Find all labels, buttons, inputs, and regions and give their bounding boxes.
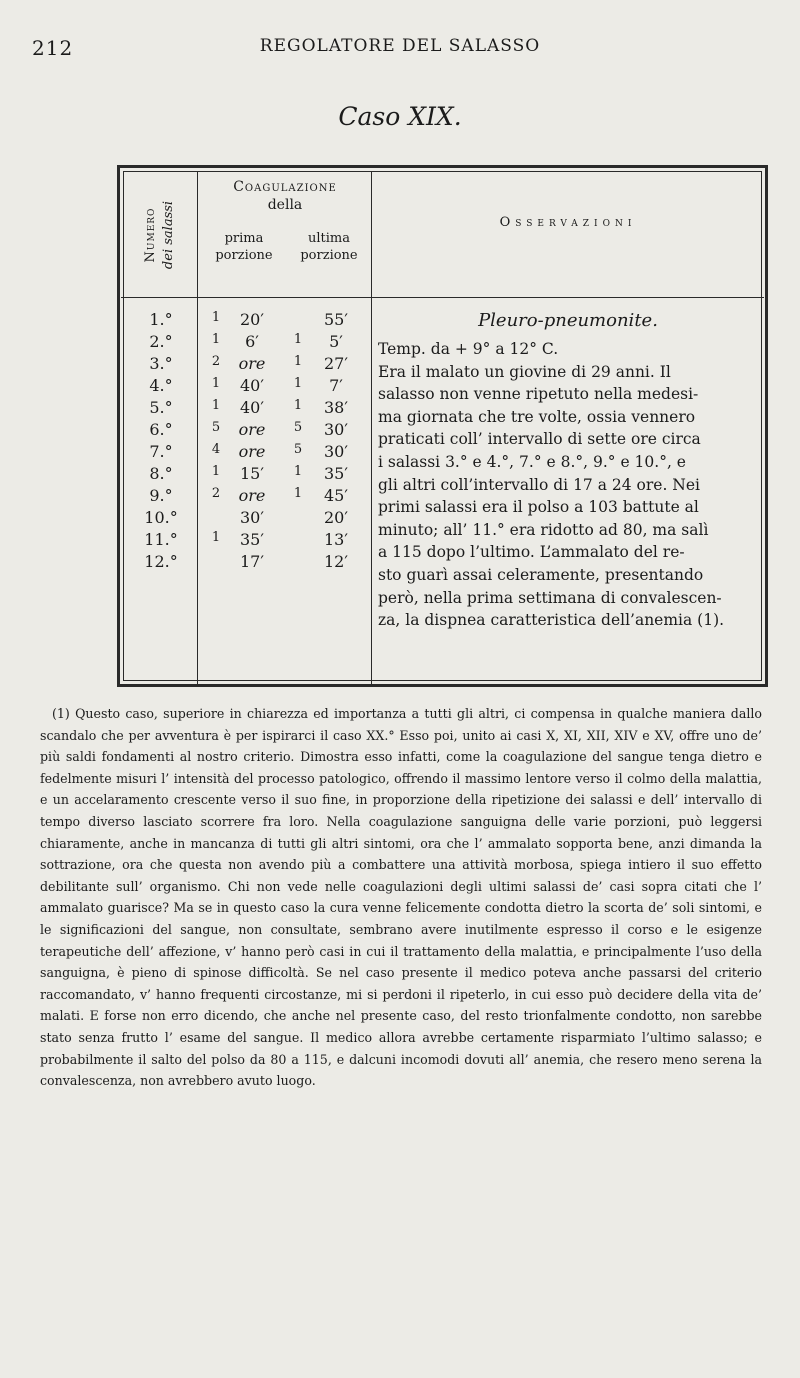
cell-u1: 1	[293, 376, 303, 391]
footnote-text: (1) Questo caso, superiore in chiarezza ed importanza a tutti gli altri, ci compensa in qualche maniera dallo scandalo che per avventura è per ispirarci il caso XX.° Esso poi, unito ai casi X, XI, XII, XIV e XV, offre uno de’ più saldi fondamenti al nostro criterio. Dimostra esso infatti, come la coagulazione del sangue tenga dietro e fedelmente misuri l’ intensità del processo patologico, offrendo il massimo lentore verso il colmo della malattia, e un accelaramento crescente verso il suo fine, in proporzione della ripetizione dei salassi e dell’ intervallo di tempo diverso lasciato scorrere fra loro. Nella coagulazione sanguigna delle varie porzioni, può leggersi chiaramente, anche in mancanza di tutti gli altri sintomi, ora che l’ ammalato sopporta bene, anzi dimanda la sottrazione, ora che questa non avendo più a combattere una attività morbosa, spiega intiero il suo effetto debilitante sull’ organismo. Chi non vede nelle coagulazioni degli ultimi salassi de’ casi sopra citati che l’ ammalato guarisce? Ma se in questo caso la cura venne felicemente condotta dietro la scorta de’ soli sintomi, e le significazioni del sangue, non consultate, sembrano avere inutilmente espresso il corso e le esigenze terapeutiche dell’ affezione, v’ hanno però casi in cui il trattamento della malattia, e principalmente l’uso della sanguigna, è pieno di spinose difficoltà. Se nel caso presente il medico poteva anche passarsi del criterio raccomandato, v’ hanno frequenti circostanze, mi si perdoni il ripeterlo, in cui esso può decidere della vita de’ malati. E forse non erro dicendo, che anche nel presente caso, del resto trionfalmente condotto, non sarebbe stato senza frutto l’ esame del sangue. Il medico allora avrebbe certamente risparmiato l’ultimo salasso; e probabilmente il salto del polso da 80 a 115, e dalcuni incomodi dovuti all’ anemia, che resero meno serena la convalescenza, non avrebbero avuto luogo.	[40, 706, 762, 1089]
observation-line: za, la dispnea caratteristica dell’anemia (1).	[378, 611, 725, 630]
header-prima-line1: prima	[224, 231, 264, 246]
cell-u1: 1	[293, 464, 303, 479]
cell-p1: 5	[211, 420, 221, 435]
header-numero-line2: dei salassi	[161, 200, 176, 269]
cell-u2: 30′	[324, 420, 348, 439]
header-prima-line2: porzione	[215, 248, 273, 263]
cell-n: 12.°	[144, 552, 178, 571]
cell-p2: 40′	[240, 398, 264, 417]
observation-line: primi salassi era il polso a 103 battute al	[378, 498, 699, 517]
observation-line: Era il malato un giovine di 29 anni. Il	[378, 362, 671, 381]
cell-p1: 1	[211, 530, 221, 545]
cell-u2: 45′	[324, 486, 348, 505]
cell-p1: 4	[211, 442, 221, 457]
cell-p1: 1	[211, 376, 221, 391]
header-coagulazione	[200, 178, 370, 214]
cell-p1: 2	[211, 486, 221, 501]
cell-u2: 38′	[324, 398, 348, 417]
header-numero	[124, 172, 196, 297]
cell-p2: ore	[238, 420, 266, 439]
page-header	[0, 36, 800, 66]
observation-line: gli altri coll’intervallo di 17 a 24 ore. Nei	[378, 475, 700, 494]
cell-p2: 40′	[240, 376, 264, 395]
cell-p2: 17′	[240, 552, 264, 571]
page-number: 212	[32, 36, 74, 60]
cell-n: 9.°	[149, 486, 173, 505]
observation-line: però, nella prima settimana di convalescen-	[378, 588, 722, 607]
header-numero-line1: Numero	[143, 207, 158, 262]
cell-u2: 27′	[324, 354, 348, 373]
observation-line: praticati coll’ intervallo di sette ore circa	[378, 430, 701, 449]
col-divider-obs	[371, 172, 372, 684]
cell-n: 4.°	[149, 376, 173, 395]
cell-p2: ore	[238, 354, 266, 373]
cell-p1: 1	[211, 398, 221, 413]
observation-line: i salassi 3.° e 4.°, 7.° e 8.°, 9.° e 10.°, e	[378, 452, 686, 471]
cell-u1: 1	[293, 332, 303, 347]
header-osservazioni: Osservazioni	[499, 215, 637, 230]
cell-p2: 6′	[245, 332, 259, 351]
cell-u2: 7′	[329, 376, 343, 395]
observation-line: ma giornata che tre volte, ossia vennero	[378, 407, 696, 426]
observation-line: minuto; all’ 11.° era ridotto ad 80, ma salì	[378, 520, 709, 539]
observation-line: Temp. da + 9° a 12° C.	[378, 340, 559, 358]
observation-line: salasso non venne ripetuto nella medesi-	[378, 385, 699, 404]
observation-line: sto guarì assai celeramente, presentando	[378, 565, 704, 584]
cell-u1: 1	[293, 354, 303, 369]
cell-p2: ore	[238, 442, 266, 461]
header-coag-title: Coagulazione	[233, 179, 337, 195]
cell-n: 2.°	[149, 332, 173, 351]
cell-n: 10.°	[144, 508, 178, 527]
cell-n: 5.°	[149, 398, 173, 417]
cell-p2: 15′	[240, 464, 264, 483]
cell-p2: ore	[238, 486, 266, 505]
cell-u2: 13′	[324, 530, 348, 549]
cell-u2: 35′	[324, 464, 348, 483]
case-title: Caso XIX.	[338, 102, 462, 131]
cell-u2: 30′	[324, 442, 348, 461]
cell-n: 7.°	[149, 442, 173, 461]
cell-u1: 5	[293, 442, 303, 457]
cell-n: 8.°	[149, 464, 173, 483]
footnote	[40, 703, 762, 1092]
header-ultima-porzione	[288, 230, 370, 264]
cell-p1: 1	[211, 464, 221, 479]
cell-p1: 1	[211, 332, 221, 347]
cell-u2: 5′	[329, 332, 343, 351]
cell-u1: 1	[293, 486, 303, 501]
cell-n: 6.°	[149, 420, 173, 439]
header-divider	[121, 297, 764, 298]
cell-p1: 1	[211, 310, 221, 325]
cell-p2: 35′	[240, 530, 264, 549]
observation-line: a 115 dopo l’ultimo. L’ammalato del re-	[378, 543, 685, 562]
cell-u2: 55′	[324, 310, 348, 329]
observation-title: Pleuro-pneumonite.	[478, 310, 658, 331]
cell-n: 3.°	[149, 354, 173, 373]
header-coag-subtitle: della	[267, 197, 303, 213]
cell-p1: 2	[211, 354, 221, 369]
cell-p2: 20′	[240, 310, 264, 329]
cell-u2: 20′	[324, 508, 348, 527]
cell-n: 11.°	[144, 530, 178, 549]
observation-text	[378, 338, 762, 632]
header-ultima-line2: porzione	[300, 248, 358, 263]
cell-u1: 5	[293, 420, 303, 435]
cell-n: 1.°	[149, 310, 173, 329]
cell-u2: 12′	[324, 552, 348, 571]
header-prima-porzione	[200, 230, 288, 264]
cell-u1: 1	[293, 398, 303, 413]
header-ultima-line1: ultima	[308, 231, 350, 246]
running-title: REGOLATORE DEL SALASSO	[259, 36, 541, 56]
cell-p2: 30′	[240, 508, 264, 527]
